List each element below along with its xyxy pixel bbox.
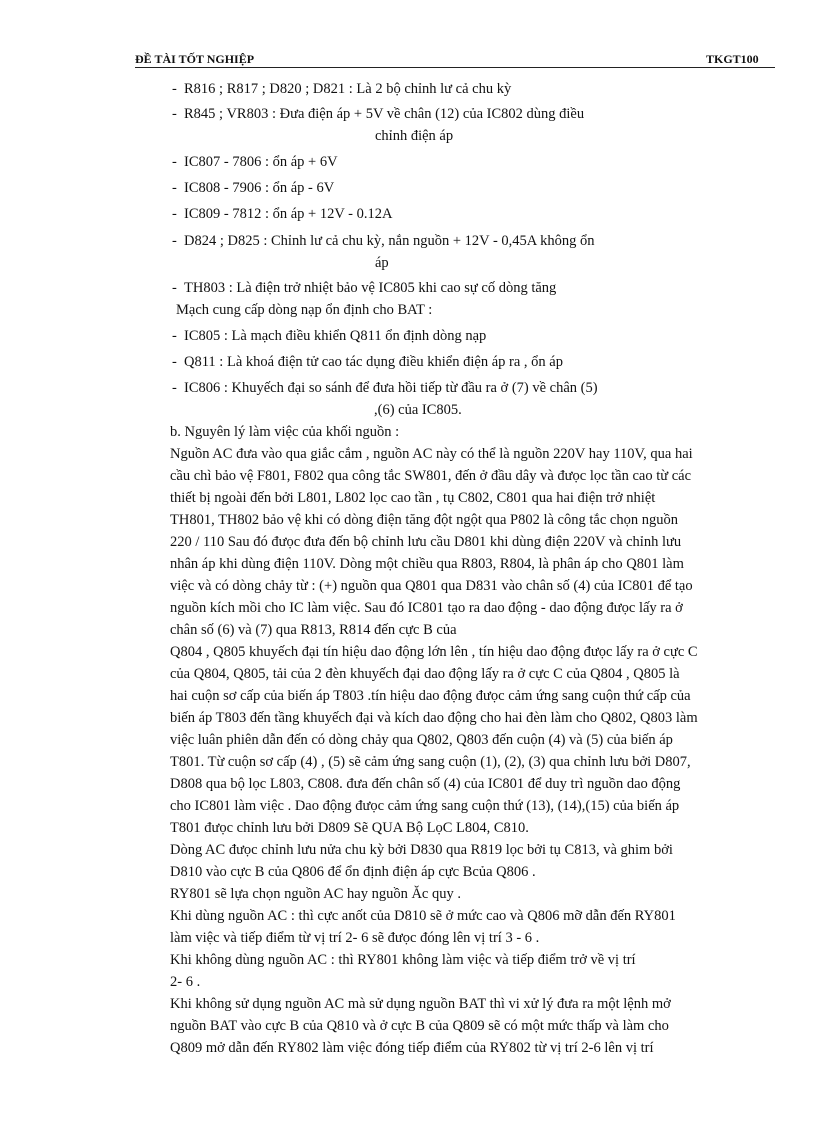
header-rule (135, 67, 775, 68)
list-item-text: R816 ; R817 ; D820 ; D821 : Là 2 bộ chỉnh lư cả chu kỳ (184, 81, 512, 97)
list-item-text: ,(6) của IC805. (374, 402, 462, 418)
bullet-dash: - (172, 154, 177, 170)
list-item-text: R845 ; VR803 : Đưa điện áp + 5V về chân (12) của IC802 dùng điều (184, 106, 585, 122)
document-page: ĐỀ TÀI TỐT NGHIỆP TKGT100 - R816 ; R817 ; D820 ; D821 : Là 2 bộ chỉnh lư cả chu kỳ - R845 ; VR803 : Đưa điện áp + 5V về chân (12) của IC802 dùng điều chỉnh điện áp - IC807 - 7806 : ổn áp + 6V - IC808 - 7906 : ổn áp - 6V - IC809 - 7812 : ổn áp + 12V - 0.12A - D824 ; D825 : Chỉnh lư cả chu kỳ, nắn nguồn + 12V - 0,45A không ổn áp - TH803 : Là điện trở nhiệt bảo vệ IC805 khi cao sự cố dòng tăng Mạch cung cấp dòng nạp ổn định cho BAT : - IC805 : Là mạch điều khiển Q811 ổn định dòng nạp - Q811 : Là khoá điện tử cao tác dụng điều khiển điện áp ra , ổn áp - IC806 : Khuyếch đại so sánh để đưa hồi tiếp từ đầu ra ở (7) về chân (5) ,(6) của IC805. b. Nguyên lý làm việc của khối nguồn : Nguồn AC đưa vào qua giắc cắm , nguồn AC này có thể là nguồn 220V hay 110V, qua hai cầu chì bảo vệ F801, F802 qua công tắc SW801, đến ở đầu dây và đưọc lọc tần cao từ các thiết bị ngoài đến bởi L801, L802 lọc cao tần , tụ C802, C801 qua hai điện trở nhiệt TH801, TH802 bảo vệ khi có dòng điện tăng đột ngột qua P802 là công tắc chọn nguồn 220 / 110 Sau đó đưọc đưa đến bộ chỉnh lưu cầu D801 khi dùng điện 220V và chỉnh lưu nhân áp khi dùng điện 110V. Dòng một chiều qua R803, R804, là phân áp cho Q801 làm việc và có dòng chảy từ : (+) nguồn qua Q801 qua D831 vào chân số (4) của IC801 để tạo nguồn kích mồi cho IC làm việc. Sau đó IC801 tạo ra dao động - dao động đưọc lấy ra ở chân số (6) và (7) qua R813, R814 đến cực B của Q804 , Q805 khuyếch đại tín hiệu dao động lớn lên , tín hiệu dao động đưọc lấy ra ở cực C của Q804, Q805, tải của 2 đèn khuyếch đại dao động lấy ra ở cực C của Q804 , Q805 là hai cuộn sơ cấp của biến áp T803 .tín hiệu dao động đưọc cảm ứng sang cuộn thứ cấp của biến áp T803 đến tầng khuyếch đại và kích dao động cho hai đèn làm cho Q802, Q803 làm việc luân phiên dẫn đến có dòng chảy qua Q802, Q803 đến cuộn (4) và (5) của biến áp T801. Từ cuộn sơ cấp (4) , (5) sẽ cảm ứng sang cuộn (1), (2), (3) qua chỉnh lưu bởi D807, D808 qua bộ lọc L803, C808. đưa đến chân số (4) của IC801 để duy trì nguồn dao động cho IC801 làm việc . Dao động đưọc cảm ứng sang cuộn thứ (13), (14),(15) của biến áp T801 đưọc chỉnh lưu bởi D809 Sẽ QUA Bộ LọC L804, C810. Dòng AC đưọc chỉnh lưu nửa chu kỳ bởi D830 qua R819 lọc bởi tụ C813, và ghim bởi D810 vào cực B của Q806 để ổn định điện áp cực Bcủa Q806 . RY801 sẽ lựa chọn nguồn AC hay nguồn Ăc quy . Khi dùng nguồn AC : thì cực anốt của D810 sẽ ở mức cao và Q806 mỡ dẫn đến RY801 làm việc và tiếp điểm từ vị trí 2- 6 sẽ đưọc đóng lên vị trí 3 - 6 . Khi không dùng nguồn AC : thì RY801 không làm việc và tiếp điểm trở về vị trí 2- 6 . Khi không sử dụng nguồn AC mà sử dụng nguồn BAT thì vi xử lý đưa ra một lệnh mở nguồn BAT vào cực B của Q810 và ở cực B của Q809 sẽ có một mức thấp và làm cho Q809 mở dẫn đến RY802 làm việc đóng tiếp điểm của RY802 từ vị trí 2-6 lên vị trí (0, 0, 816, 1123)
list-item-text: IC808 - 7906 : ổn áp - 6V (184, 180, 335, 196)
list-item-text: IC805 : Là mạch điều khiển Q811 ổn định dòng nạp (184, 328, 487, 344)
bullet-dash: - (172, 380, 177, 396)
list-item-text: IC809 - 7812 : ổn áp + 12V - 0.12A (184, 206, 393, 222)
header-code: TKGT100 (706, 52, 759, 66)
subheading-text: Mạch cung cấp dòng nạp ổn định cho BAT : (176, 302, 433, 318)
bullet-dash: - (172, 81, 177, 97)
list-item-text: áp (375, 255, 389, 271)
list-item-text: IC806 : Khuyếch đại so sánh để đưa hồi tiếp từ đầu ra ở (7) về chân (5) (184, 380, 598, 396)
bullet-dash: - (172, 328, 177, 344)
list-item-text: Q811 : Là khoá điện tử cao tác dụng điều khiển điện áp ra , ổn áp (184, 354, 563, 370)
section-heading-text: b. Nguyên lý làm việc của khối nguồn : (170, 424, 400, 440)
bullet-dash: - (172, 180, 177, 196)
list-item-text: TH803 : Là điện trở nhiệt bảo vệ IC805 khi cao sự cố dòng tăng (184, 280, 557, 296)
bullet-dash: - (172, 354, 177, 370)
list-item-text: IC807 - 7806 : ổn áp + 6V (184, 154, 338, 170)
bullet-dash: - (172, 206, 177, 222)
list-item-text: chỉnh điện áp (375, 128, 454, 144)
bullet-dash: - (172, 106, 177, 122)
bullet-dash: - (172, 233, 177, 249)
list-item-text: D824 ; D825 : Chỉnh lư cả chu kỳ, nắn nguồn + 12V - 0,45A không ổn (184, 233, 595, 249)
header-title: ĐỀ TÀI TỐT NGHIỆP (135, 52, 255, 66)
bullet-dash: - (172, 280, 177, 296)
